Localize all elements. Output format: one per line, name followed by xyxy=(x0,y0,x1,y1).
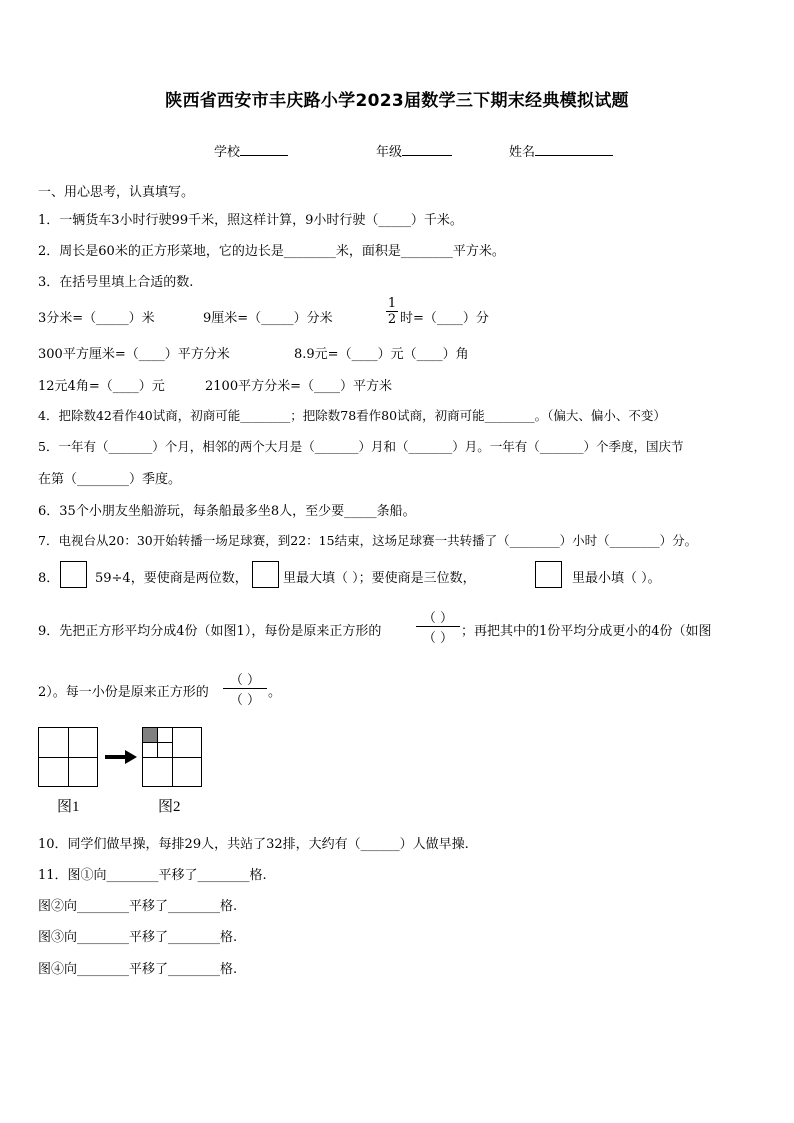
question-8-part-a: 59÷4，要使商是两位数， xyxy=(95,571,248,586)
q3-fraction xyxy=(386,296,398,327)
q3-item-6: 12元4角=（____）元 xyxy=(38,379,165,394)
q3-fraction-denominator: 2 xyxy=(387,312,397,327)
q3-item-4: 300平方厘米=（____）平方分米 xyxy=(38,347,230,362)
q3-item-1: 3分米=（_____）米 xyxy=(38,311,155,326)
q3-item-7: 2100平方分米=（____）平方米 xyxy=(205,379,392,394)
school-field xyxy=(214,141,288,160)
q8-box-3[interactable] xyxy=(535,561,562,588)
q8-box-1[interactable] xyxy=(60,561,87,588)
arrow-right-icon xyxy=(105,749,137,765)
q9-fraction-1-denominator[interactable]: （ ） xyxy=(416,626,460,646)
question-9-part-d: 。 xyxy=(268,685,282,700)
q9-fraction-2-numerator[interactable]: （ ） xyxy=(229,673,261,688)
question-11-line-1: 11．图①向________平移了________格. xyxy=(38,868,267,883)
figure-2-horizontal-line xyxy=(143,757,201,758)
question-8-part-b: 里最大填（ ）；要使商是三位数， xyxy=(283,571,476,586)
question-11-line-4: 图④向________平移了________格. xyxy=(38,962,238,977)
question-8-part-c: 里最小填（ ）。 xyxy=(572,571,661,586)
grade-blank[interactable] xyxy=(402,141,452,156)
question-7: 7．电视台从20：30开始转播一场足球赛，到22：15结束，这场足球赛一共转播了（________）小时（________）分。 xyxy=(38,533,698,548)
question-11-line-2: 图②向________平移了________格. xyxy=(38,899,238,914)
q3-item-2: 9厘米=（_____）分米 xyxy=(203,311,333,326)
question-5-line-2: 在第（________）季度。 xyxy=(38,472,182,487)
question-8-number: 8． xyxy=(38,571,60,586)
question-9-part-a: 9．先把正方形平均分成4份（如图1），每份是原来正方形的 xyxy=(38,624,382,639)
figure-2-sub-horizontal-line xyxy=(143,742,172,743)
question-9-part-c: 2）。每一小份是原来正方形的 xyxy=(38,685,209,700)
school-label: 学校 xyxy=(214,145,241,160)
question-6: 6．35个小朋友坐船游玩，每条船最多坐8人，至少要_____条船。 xyxy=(38,504,416,519)
figure-1-caption: 图1 xyxy=(57,799,80,815)
figure-2-caption: 图2 xyxy=(158,799,181,815)
name-blank[interactable] xyxy=(535,141,613,156)
question-9-part-b: ；再把其中的1份平均分成更小的4份（如图 xyxy=(461,624,712,639)
school-blank[interactable] xyxy=(240,141,288,156)
q8-box-2[interactable] xyxy=(252,561,279,588)
shaded-small-square xyxy=(143,728,158,742)
question-5-line-1: 5．一年有（_______）个月，相邻的两个大月是（_______）月和（_______）月。一年有（_______）个季度，国庆节 xyxy=(38,439,684,454)
question-4: 4．把除数42看作40试商，初商可能________；把除数78看作80试商，初商可能________。（偏大、偏小、不变） xyxy=(38,408,666,423)
q9-fraction-1 xyxy=(416,607,460,646)
q9-fraction-2-denominator[interactable]: （ ） xyxy=(223,688,267,708)
question-1: 1．一辆货车3小时行驶99千米，照这样计算，9小时行驶（_____）千米。 xyxy=(38,213,463,228)
name-field xyxy=(509,141,613,160)
figure-1-horizontal-line xyxy=(39,757,97,758)
q3-fraction-numerator: 1 xyxy=(387,296,397,311)
grade-label: 年级 xyxy=(376,145,403,160)
q9-fraction-2 xyxy=(223,669,267,708)
question-10: 10．同学们做早操，每排29人，共站了32排，大约有（______）人做早操. xyxy=(38,837,469,852)
name-label: 姓名 xyxy=(509,145,536,160)
question-3: 3．在括号里填上合适的数. xyxy=(38,275,194,290)
figure-1-square xyxy=(38,727,98,787)
q9-fraction-1-numerator[interactable]: （ ） xyxy=(422,611,454,626)
q3-item-5: 8.9元=（____）元（____）角 xyxy=(294,347,469,362)
figure-2-square xyxy=(142,727,202,787)
page-title: 陕西省西安市丰庆路小学2023届数学三下期末经典模拟试题 xyxy=(165,91,629,111)
q3-item-3: 时=（____）分 xyxy=(400,311,489,326)
grade-field xyxy=(376,141,452,160)
question-2: 2．周长是60米的正方形菜地，它的边长是________米，面积是________平方米。 xyxy=(38,244,505,259)
question-11-line-3: 图③向________平移了________格. xyxy=(38,930,238,945)
section-heading: 一、用心思考，认真填写。 xyxy=(38,185,195,200)
